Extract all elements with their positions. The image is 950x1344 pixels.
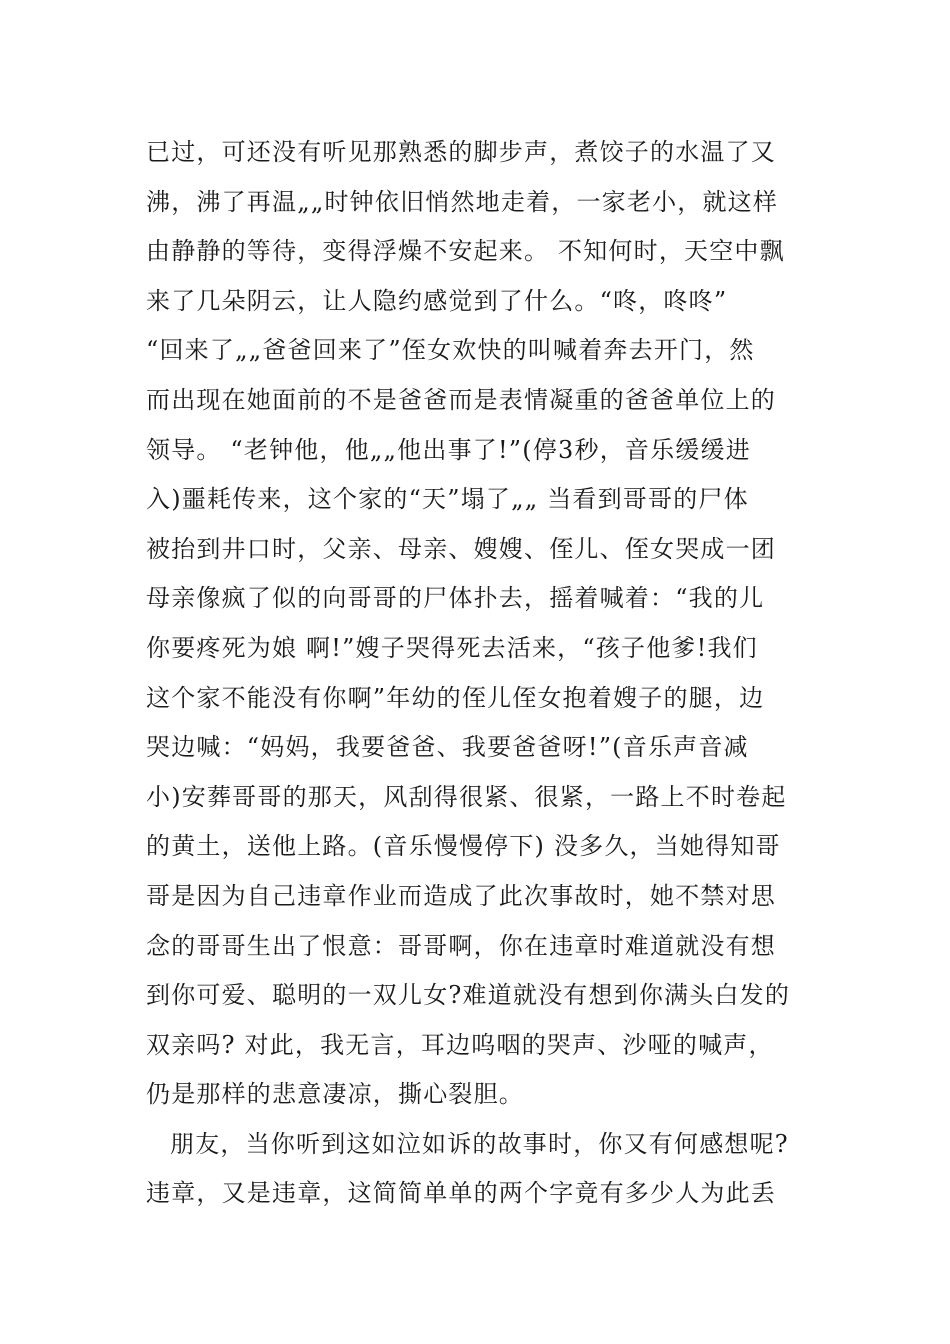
paragraph-start-line: 朋友，当你听到这如泣如诉的故事时，你又有何感想呢? bbox=[170, 1129, 789, 1158]
text-line: 来了几朵阴云，让人隐约感觉到了什么。“咚，咚咚” bbox=[146, 286, 728, 315]
text-line: 念的哥哥生出了恨意：哥哥啊，你在违章时难道就没有想 bbox=[146, 931, 776, 960]
text-line: 已过，可还没有听见那熟悉的脚步声，煮饺子的水温了又 bbox=[146, 138, 776, 166]
text-line: 被抬到井口时，父亲、母亲、嫂嫂、侄儿、侄女哭成一团 bbox=[146, 534, 776, 563]
text-line: 而出现在她面前的不是爸爸而是表情凝重的爸爸单位上的 bbox=[146, 385, 776, 414]
text-line: 小)安葬哥哥的那天，风刮得很紧、很紧，一路上不时卷起 bbox=[146, 782, 787, 811]
text-line: 你要疼死为娘 啊!”嫂子哭得死去活来，“孩子他爹!我们 bbox=[146, 633, 758, 662]
body-text bbox=[146, 128, 826, 1219]
text-line: 领导。 “老钟他，他„„他出事了!”(停3秒，音乐缓缓进 bbox=[146, 435, 751, 464]
text-line: 母亲像疯了似的向哥哥的尸体扑去，摇着喊着：“我的儿 bbox=[146, 584, 765, 613]
text-line: 哭边喊：“妈妈，我要爸爸、我要爸爸呀!”(音乐声音减 bbox=[146, 733, 749, 762]
text-line: 哥是因为自己违章作业而造成了此次事故时，她不禁对思 bbox=[146, 881, 776, 910]
text-line: 违章，又是违章，这简简单单的两个字竟有多少人为此丢 bbox=[146, 1179, 776, 1208]
text-line: 这个家不能没有你啊”年幼的侄儿侄女抱着嫂子的腿，边 bbox=[146, 683, 765, 712]
text-line: 由静静的等待，变得浮燥不安起来。 不知何时，天空中飘 bbox=[146, 237, 785, 266]
text-line: 入)噩耗传来，这个家的“天”塌了„„ 当看到哥哥的尸体 bbox=[146, 485, 749, 514]
text-line: “回来了„„爸爸回来了”侄女欢快的叫喊着奔去开门，然 bbox=[146, 336, 755, 365]
text-line: 沸，沸了再温„„时钟依旧悄然地走着，一家老小，就这样 bbox=[146, 187, 779, 216]
text-line: 仍是那样的悲意凄凉，撕心裂胆。 bbox=[146, 1080, 524, 1109]
text-line: 到你可爱、聪明的一双儿女?难道就没有想到你满头白发的 bbox=[146, 981, 791, 1010]
text-line: 双亲吗? 对此，我无言，耳边呜咽的哭声、沙哑的喊声， bbox=[146, 1030, 774, 1059]
text-line: 的黄土，送他上路。(音乐慢慢停下) 没多久，当她得知哥 bbox=[146, 832, 781, 861]
